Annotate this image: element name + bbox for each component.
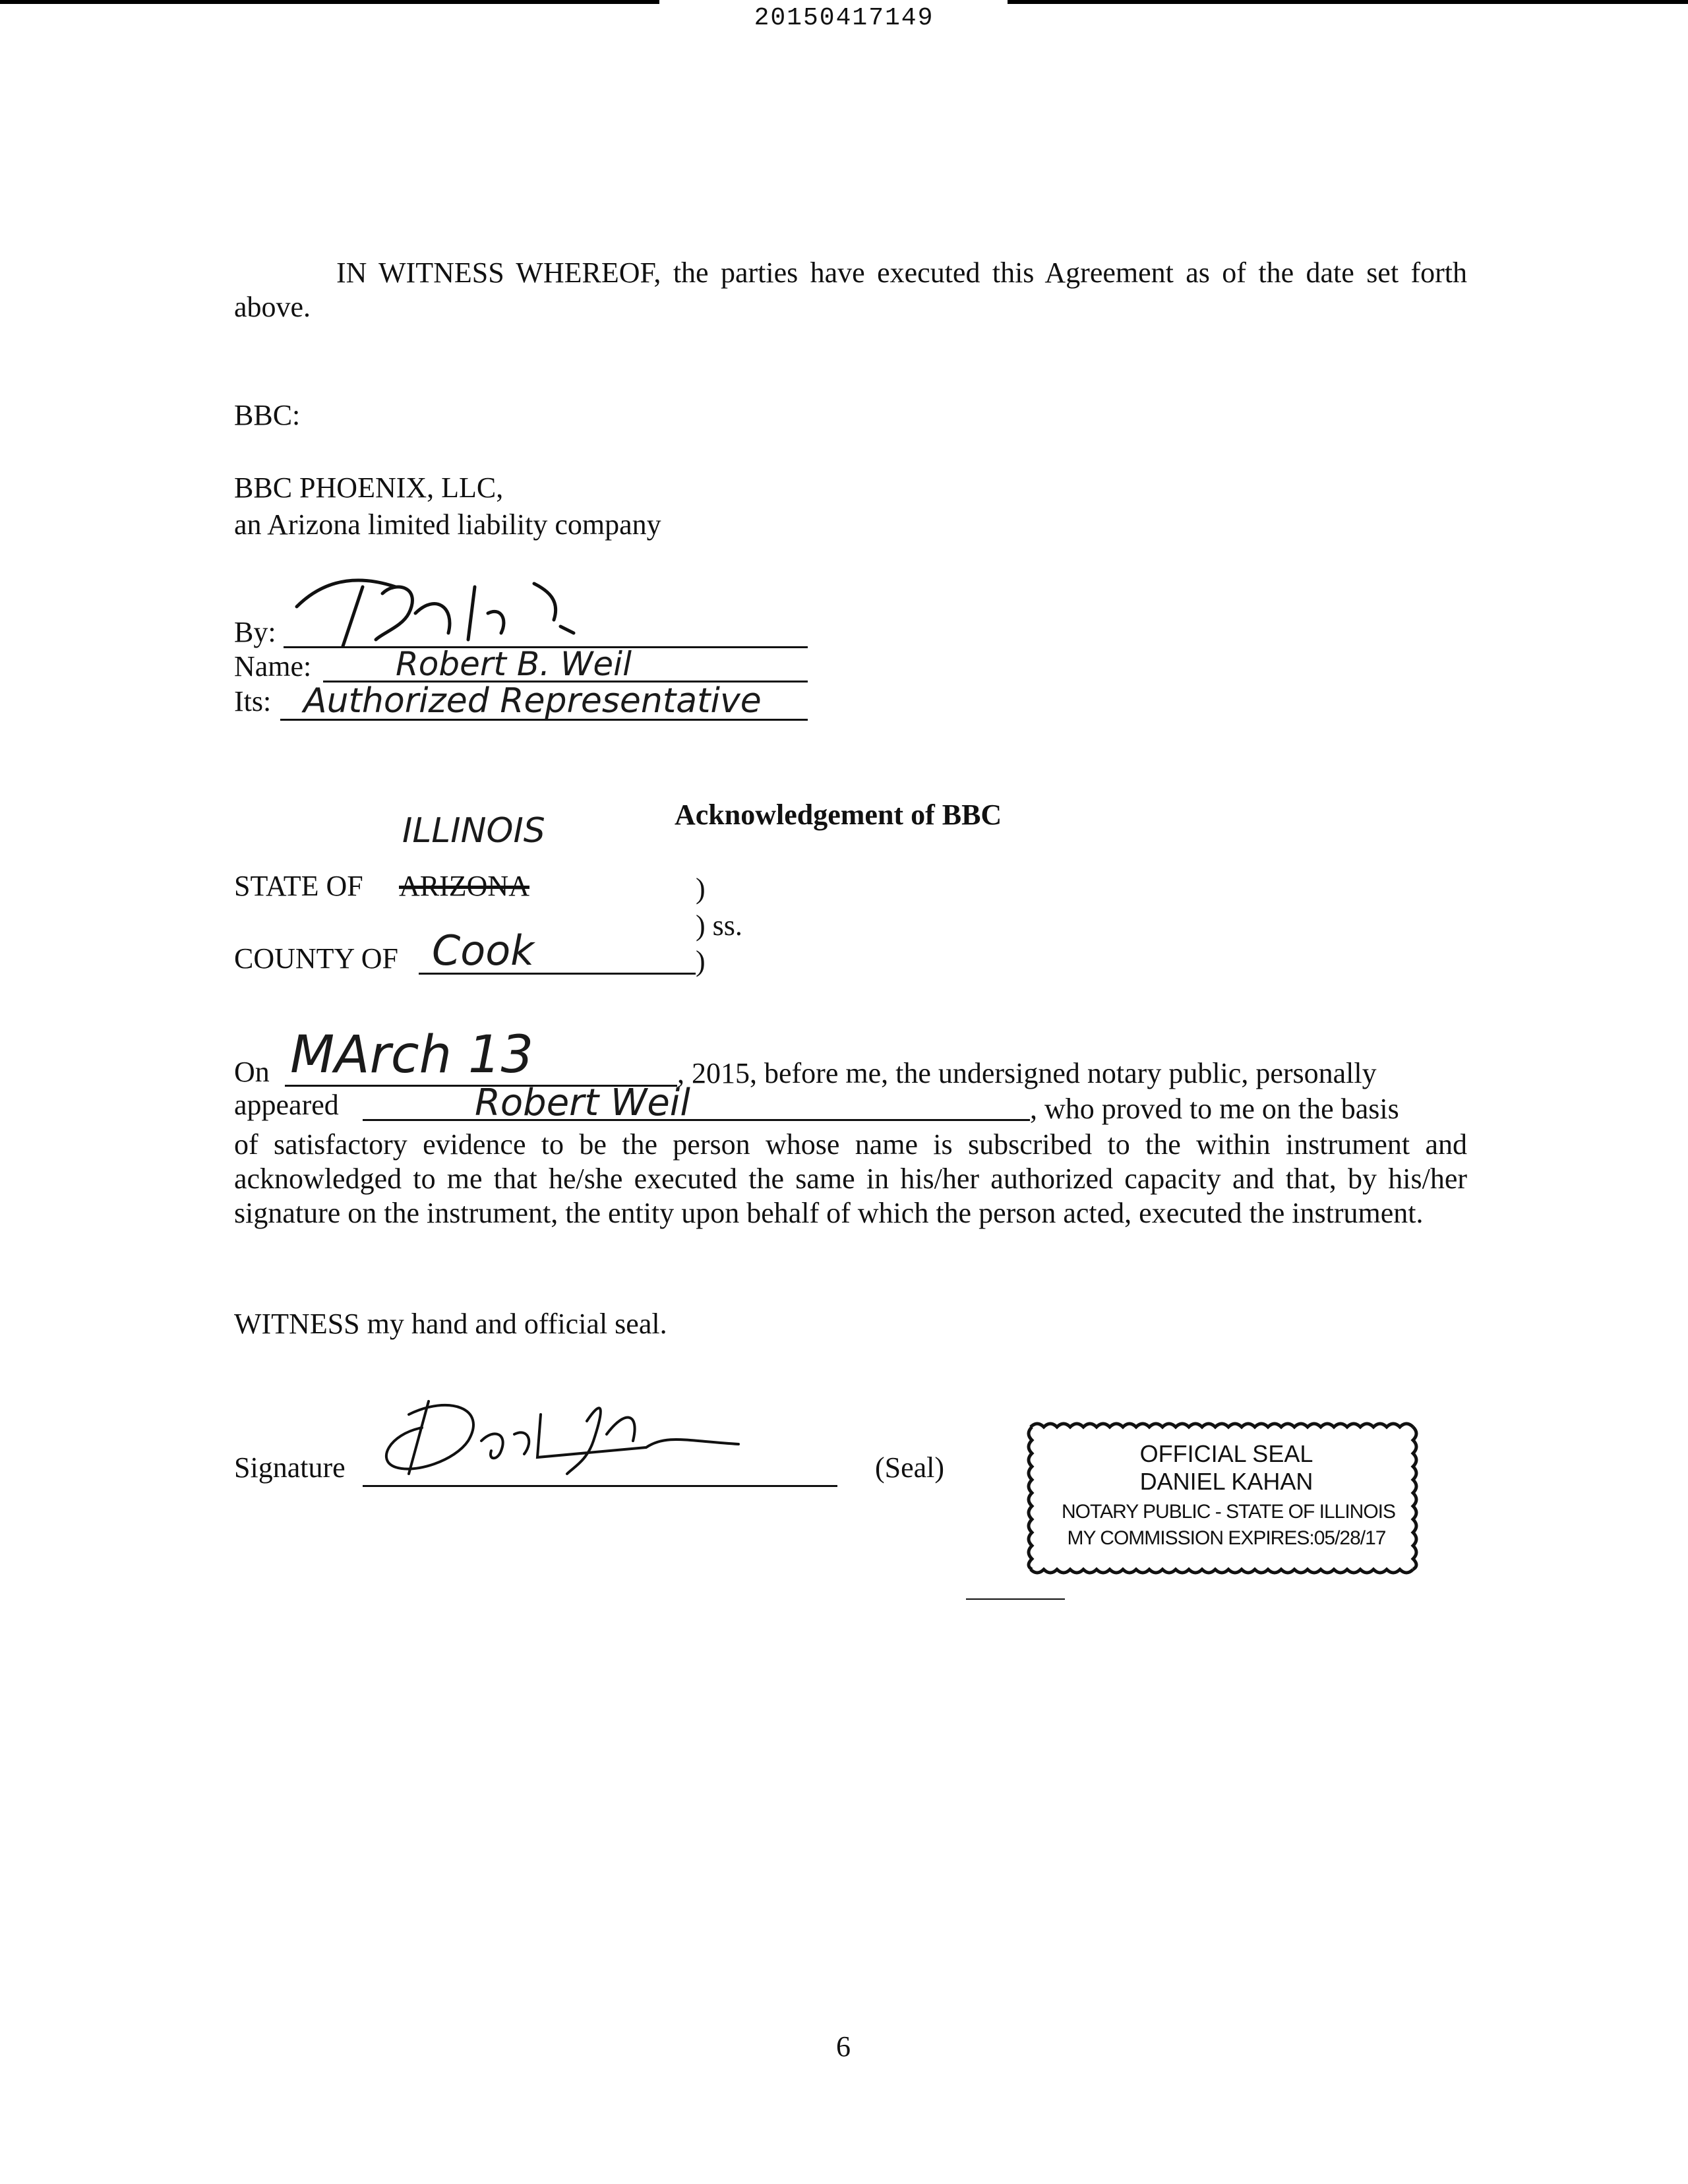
appeared-line	[363, 1119, 1030, 1121]
seal-line-1: OFFICIAL SEAL	[1139, 1440, 1313, 1467]
by-label: By:	[234, 616, 276, 648]
on-label: On	[234, 1056, 270, 1088]
its-label: Its:	[234, 685, 272, 717]
ss-label: ) ss.	[696, 909, 742, 942]
state-handwritten: ILLINOIS	[402, 811, 545, 851]
seal-underline	[966, 1598, 1065, 1600]
seal-line-4: MY COMMISSION EXPIRES:05/28/17	[1067, 1527, 1386, 1549]
notary-body: of satisfactory evidence to be the person whose name is subscribed to the within instrument and acknowledged to me that he/she executed the same in his/her authorized capacity and that, by his/her signature on the instrument, the entity upon behalf of which the person acted, executed the instrument.	[234, 1128, 1467, 1229]
seal-line-2: DANIEL KAHAN	[1139, 1468, 1313, 1495]
party-label: BBC:	[234, 399, 301, 431]
witness-clause: IN WITNESS WHEREOF, the parties have executed this Agreement as of the date set forth above.	[234, 257, 1467, 323]
party-description: an Arizona limited liability company	[234, 508, 661, 541]
county-label: COUNTY OF	[234, 942, 398, 975]
notary-signature	[369, 1388, 778, 1487]
county-paren: )	[696, 945, 706, 977]
seal-label: (Seal)	[875, 1451, 945, 1484]
appeared-tail: , who proved to me on the basis	[1030, 1093, 1399, 1125]
name-handwritten: Robert B. Weil	[396, 645, 632, 683]
its-handwritten: Authorized Representative	[303, 681, 762, 721]
record-number: 20150417149	[754, 4, 934, 32]
county-handwritten: Cook	[432, 926, 535, 975]
state-label: STATE OF	[234, 870, 363, 902]
by-signature	[284, 567, 626, 653]
signature-label: Signature	[234, 1451, 346, 1484]
state-struck: ARIZONA	[399, 870, 529, 902]
year-text: , 2015, before me, the undersigned notary public, personally	[677, 1057, 1377, 1089]
witness-line: WITNESS my hand and official seal.	[234, 1308, 667, 1340]
seal-line-3: NOTARY PUBLIC - STATE OF ILLINOIS	[1062, 1501, 1396, 1523]
state-paren: )	[696, 872, 706, 905]
page-number: 6	[836, 2030, 851, 2063]
acknowledgement-heading: Acknowledgement of BBC	[675, 799, 1002, 831]
date-handwritten: MArch 13	[290, 1025, 534, 1085]
appeared-label: appeared	[234, 1089, 339, 1121]
appeared-handwritten: Robert Weil	[475, 1081, 690, 1124]
party-name: BBC PHOENIX, LLC,	[234, 471, 504, 504]
name-label: Name:	[234, 650, 312, 682]
